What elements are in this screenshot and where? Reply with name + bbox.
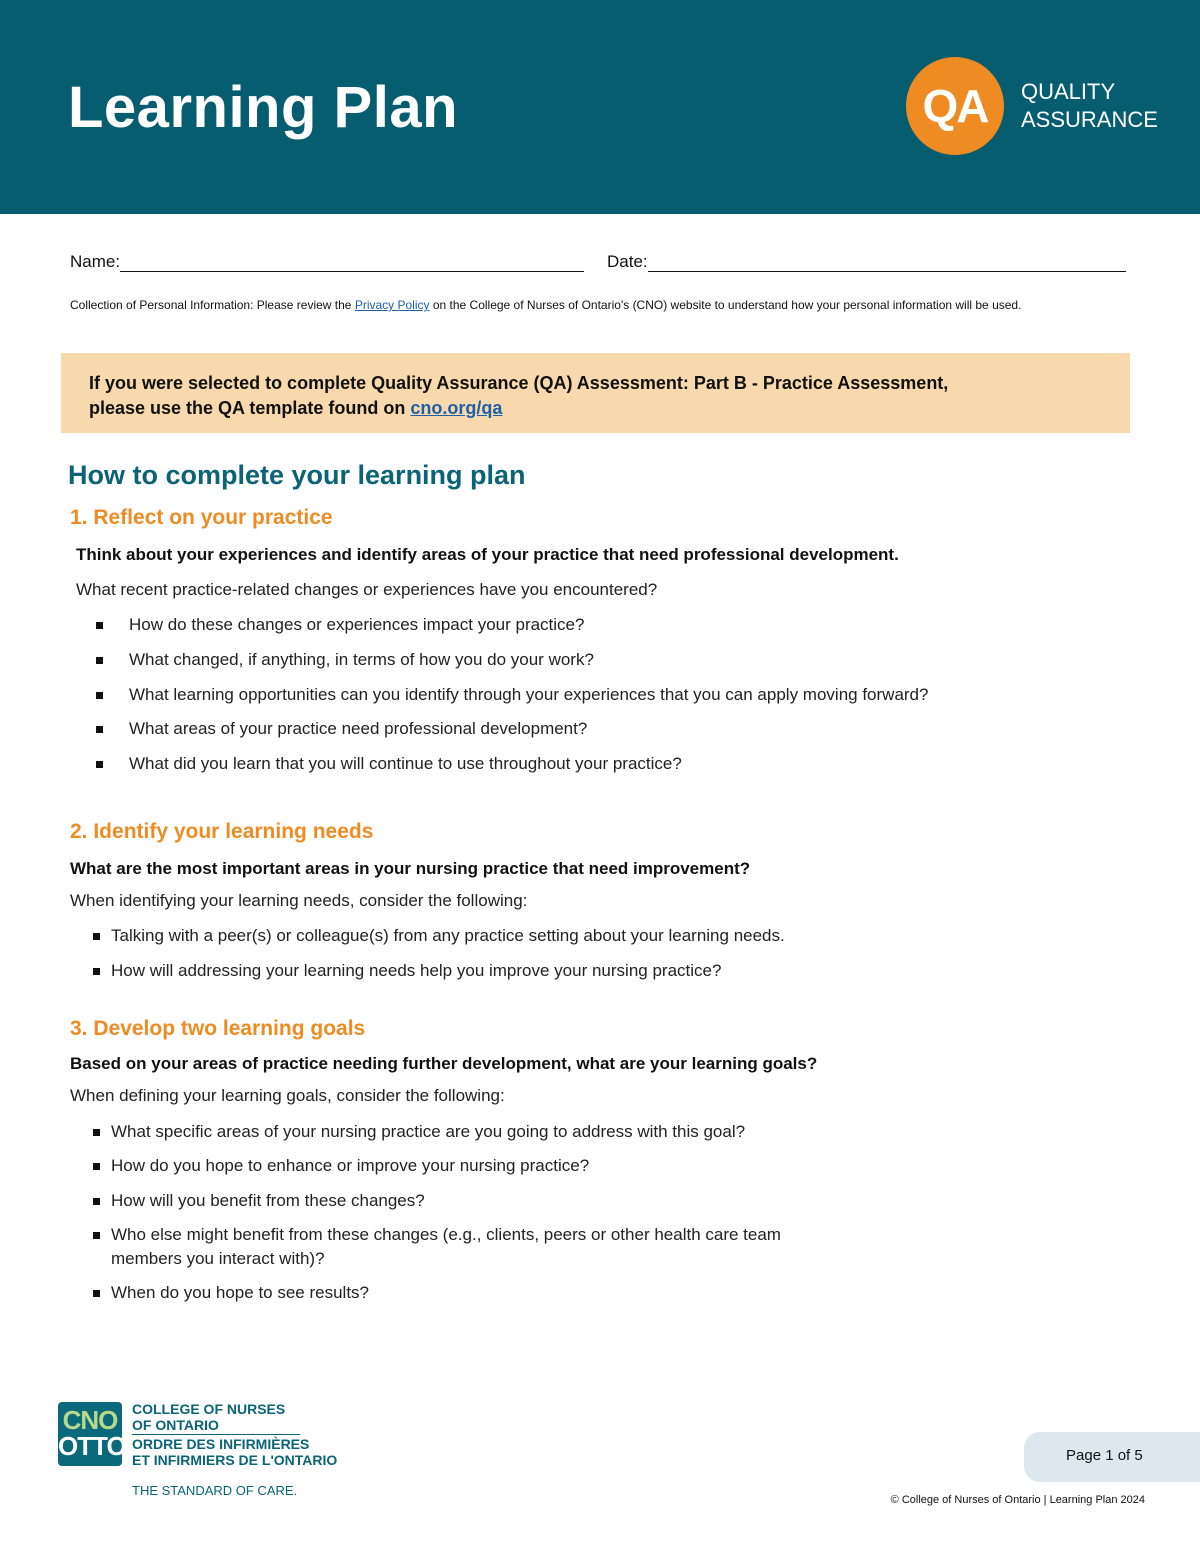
org-fr-line2: ET INFIRMIERS DE L'ONTARIO [132, 1452, 338, 1468]
section3-bullet [111, 1189, 425, 1212]
section2-bullet-text: How will addressing your learning needs help you improve your nursing practice? [111, 961, 722, 980]
header-banner [0, 0, 1200, 214]
section3-bullet-text: How do you hope to enhance or improve your nursing practice? [111, 1156, 590, 1175]
section1-question: What recent practice-related changes or experiences have you encountered? [76, 580, 658, 599]
org-en-line2: OF ONTARIO [132, 1417, 219, 1433]
privacy-text-before: Collection of Personal Information: Please review the [70, 298, 355, 312]
privacy-statement [70, 296, 1140, 315]
section1-prompt: Think about your experiences and identify areas of your practice that need professional development. [76, 545, 899, 564]
bullet-square-icon [93, 1232, 100, 1239]
bullet-square-icon [96, 622, 103, 629]
qa-logo-icon: QA [906, 57, 1004, 155]
section1-bullet-text: What did you learn that you will continue to use throughout your practice? [129, 754, 682, 773]
section1-bullet [129, 752, 682, 775]
section1-bullet [129, 717, 587, 740]
section2-prompt: What are the most important areas in your nursing practice that need improvement? [70, 859, 751, 878]
section3-prompt: Based on your areas of practice needing further development, what are your learning goals? [70, 1054, 818, 1073]
section3-bullet [111, 1281, 369, 1304]
section3-bullet [111, 1120, 745, 1143]
main-heading: How to complete your learning plan [68, 460, 526, 490]
qa-notice-box [61, 353, 1130, 433]
section1-bullet-text: What areas of your practice need professional development? [129, 719, 588, 738]
section1-bullet-text: How do these changes or experiences impact your practice? [129, 615, 585, 634]
section1-bullet [129, 683, 928, 706]
bullet-square-icon [96, 657, 103, 664]
date-label: Date: [607, 252, 648, 271]
section3-bullet-text: Who else might benefit from these changes (e.g., clients, peers or other health care team [111, 1225, 781, 1244]
bullet-square-icon [93, 1163, 100, 1170]
name-label: Name: [70, 252, 121, 271]
name-field-row [70, 250, 584, 272]
notice-line-1: If you were selected to complete Quality Assurance (QA) Assessment: Part B - Practice Assessment, [89, 373, 949, 393]
name-field[interactable] [120, 250, 584, 272]
section3-bullet-text: How will you benefit from these changes? [111, 1191, 425, 1210]
section1-bullet-text: What changed, if anything, in terms of how you do your work? [129, 650, 594, 669]
bullet-square-icon [96, 692, 103, 699]
date-field[interactable] [648, 250, 1126, 272]
privacy-text-after: on the College of Nurses of Ontario's (CNO) website to understand how your personal information will be used. [429, 298, 1022, 312]
cno-logo-icon [58, 1402, 126, 1466]
org-fr-line1: ORDRE DES INFIRMIÈRES [132, 1436, 310, 1452]
tagline: THE STANDARD OF CARE. [132, 1483, 298, 1498]
section3-bullet [111, 1154, 589, 1177]
org-en-line1: COLLEGE OF NURSES [132, 1401, 286, 1417]
bullet-square-icon [93, 1290, 100, 1297]
section1-bullet [129, 648, 594, 671]
cno-qa-link[interactable]: cno.org/qa [410, 398, 503, 418]
section2-intro: When identifying your learning needs, consider the following: [70, 891, 528, 910]
notice-line-2 [89, 396, 1102, 421]
cno-logo-bottom: OTTO [58, 1431, 126, 1461]
bullet-square-icon [93, 1129, 100, 1136]
section2-bullet [111, 924, 785, 947]
section1-heading: 1. Reflect on your practice [70, 506, 333, 529]
bullet-square-icon [96, 761, 103, 768]
section3-intro: When defining your learning goals, consider the following: [70, 1086, 505, 1105]
org-name-divider [132, 1434, 300, 1435]
section2-bullet-text: Talking with a peer(s) or colleague(s) from any practice setting about your learning needs. [111, 926, 785, 945]
section2-bullet [111, 959, 721, 982]
section3-bullet-text: When do you hope to see results? [111, 1283, 369, 1302]
page-title: Learning Plan [68, 75, 459, 140]
page-indicator: Page 1 of 5 [1024, 1432, 1200, 1482]
bullet-square-icon [96, 726, 103, 733]
section3-bullet [111, 1223, 781, 1246]
section2-heading: 2. Identify your learning needs [70, 820, 374, 843]
cno-logo-top: CNO [62, 1405, 118, 1435]
date-field-row [607, 250, 1126, 272]
section3-bullet-text: What specific areas of your nursing practice are you going to address with this goal? [111, 1122, 746, 1141]
section3-bullet-text: members you interact with)? [111, 1249, 325, 1268]
bullet-square-icon [93, 968, 100, 975]
section1-bullet-text: What learning opportunities can you identify through your experiences that you can apply moving forward? [129, 685, 929, 704]
copyright: © College of Nurses of Ontario | Learning Plan 2024 [890, 1494, 1145, 1506]
notice-line-2-text: please use the QA template found on [89, 398, 411, 418]
section3-heading: 3. Develop two learning goals [70, 1017, 366, 1040]
qa-logo-line1: QUALITY [1021, 79, 1116, 104]
bullet-square-icon [93, 933, 100, 940]
bullet-square-icon [93, 1198, 100, 1205]
privacy-policy-link[interactable]: Privacy Policy [354, 298, 430, 312]
qa-logo-text [1021, 78, 1158, 134]
qa-logo-line2: ASSURANCE [1021, 107, 1158, 132]
section3-bullet-continuation [111, 1247, 325, 1270]
section1-bullet [129, 613, 584, 636]
